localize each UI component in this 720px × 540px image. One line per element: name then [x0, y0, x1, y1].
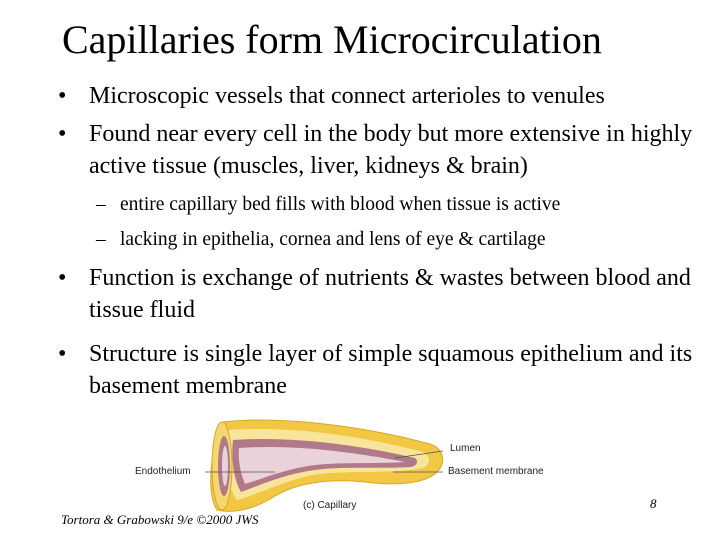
bullet-3 — [58, 262, 718, 326]
bullet-dot: • — [58, 265, 67, 291]
bullet-dot: • — [58, 83, 67, 109]
label-endothelium: Endothelium — [135, 466, 191, 477]
figure-caption: (c) Capillary — [303, 500, 357, 511]
subbullet-dash: – — [96, 194, 106, 215]
capillary-end-lumen — [222, 446, 228, 486]
bullet-dot: • — [58, 341, 67, 367]
subbullet-text: entire capillary bed fills with blood when tissue is active — [120, 194, 561, 215]
page-number: 8 — [650, 496, 657, 511]
bullet-text: Structure is single layer of simple squamous epithelium and its basement membrane — [89, 341, 693, 399]
bullet-dot: • — [58, 121, 67, 147]
slide-title: Capillaries form Microcirculation — [62, 17, 602, 62]
subbullet-dash: – — [96, 229, 106, 250]
bullet-1 — [58, 80, 718, 112]
bullet-4 — [58, 338, 718, 402]
bullet-text: Found near every cell in the body but more extensive in highly active tissue (muscles, liver, kidneys & brain) — [89, 121, 693, 179]
bullet-2 — [58, 118, 718, 182]
subbullet-1 — [96, 192, 696, 218]
footer-citation: Tortora & Grabowski 9/e ©2000 JWS — [61, 512, 259, 527]
bullet-text: Function is exchange of nutrients & wastes between blood and tissue fluid — [89, 265, 691, 323]
subbullet-text: lacking in epithelia, cornea and lens of eye & cartilage — [120, 229, 546, 250]
subbullet-2 — [96, 227, 696, 253]
bullet-text: Microscopic vessels that connect arterioles to venules — [89, 83, 605, 109]
label-lumen: Lumen — [450, 443, 481, 454]
label-basement-membrane: Basement membrane — [448, 466, 544, 477]
capillary-figure — [125, 414, 555, 519]
